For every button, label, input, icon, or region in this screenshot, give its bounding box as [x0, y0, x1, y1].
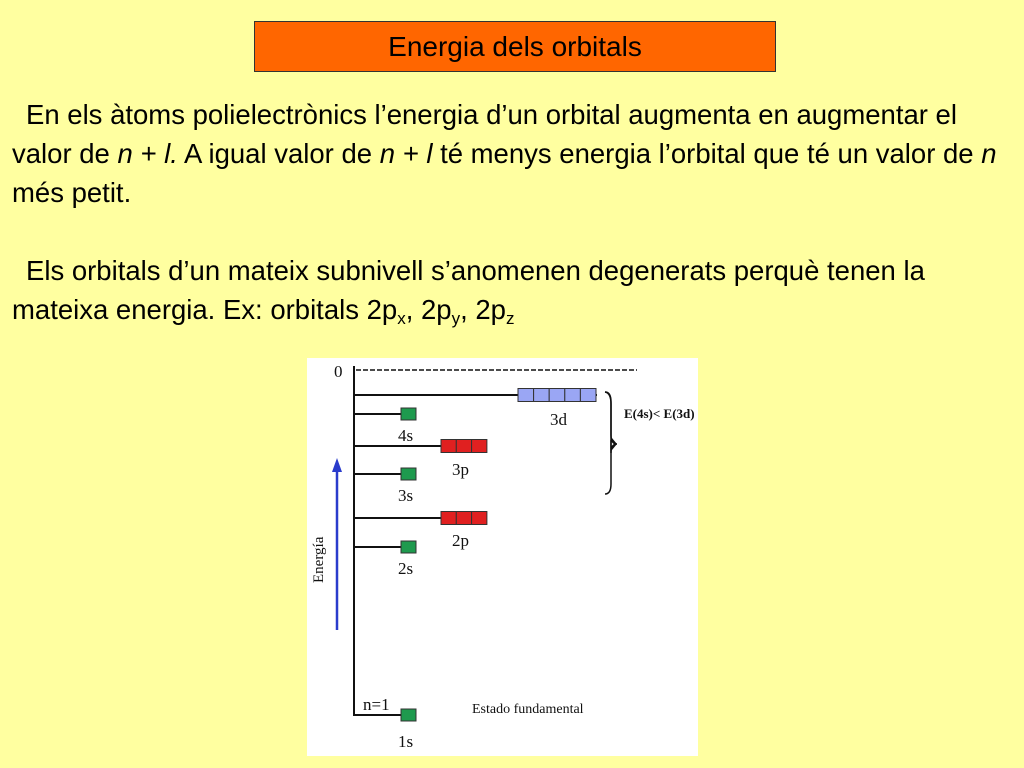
orbital-label-2s: 2s [398, 559, 414, 578]
p2-sub-z: z [505, 309, 515, 328]
energy-arrow-head [332, 458, 342, 472]
energy-diagram [307, 358, 698, 756]
orbital-label-3d: 3d [550, 410, 567, 429]
p2-text-1: Els orbitals d’un mateix subnivell s’anomenen degenerats perquè tenen la mateixa energia. Ex: orbitals 2p [12, 255, 925, 325]
comparison-bracket-full [605, 392, 616, 494]
p1-text-3: té menys energia l’orbital que té un valor de [432, 138, 982, 169]
orbital-box-3d-2 [534, 389, 550, 402]
page-title: Energia dels orbitals [388, 30, 642, 62]
orbital-box-2p-3 [472, 512, 487, 525]
orbital-box-3d-3 [549, 389, 565, 402]
p1-italic-1: n + l. [117, 138, 178, 169]
p1-text-1: En els àtoms polielectrònics l’energia d’un orbital augmenta en augmentar el valor de [12, 99, 957, 169]
energy-diagram-svg [307, 358, 698, 756]
orbital-box-3d-1 [518, 389, 534, 402]
p2-sub-y: y [451, 309, 461, 328]
orbital-label-3p: 3p [452, 460, 469, 479]
orbital-levels [354, 389, 597, 752]
orbital-box-2p-1 [441, 512, 456, 525]
p2-sep-2: , 2p [460, 294, 506, 325]
orbital-box-3p-3 [472, 440, 487, 453]
orbital-box-3p-2 [456, 440, 471, 453]
p2-sep-1: , 2p [405, 294, 452, 325]
orbital-label-4s: 4s [398, 426, 414, 445]
orbital-box-3d-5 [580, 389, 596, 402]
p2-sub-x: x [397, 309, 406, 328]
ground-state-label: Estado fundamental [472, 702, 584, 717]
n1-label: n=1 [363, 695, 390, 714]
orbital-label-2p: 2p [452, 531, 469, 550]
orbital-box-4s-1 [401, 408, 416, 420]
orbital-box-2s-1 [401, 541, 416, 553]
comparison-label: E(4s)< E(3d) [624, 406, 695, 421]
orbital-label-3s: 3s [398, 486, 414, 505]
paragraph-energy-rule [12, 95, 1017, 212]
energy-axis-label: Energía [311, 536, 327, 583]
p1-text-4: més petit. [12, 177, 132, 208]
zero-label: 0 [334, 362, 343, 381]
title-box [254, 21, 776, 72]
orbital-box-3p-1 [441, 440, 456, 453]
p1-italic-2: n + l [379, 138, 433, 169]
orbital-box-3d-4 [565, 389, 581, 402]
p1-text-2: A igual valor de [177, 138, 380, 169]
orbital-label-1s: 1s [398, 732, 414, 751]
orbital-box-1s-1 [401, 709, 416, 721]
paragraph-degenerate [12, 251, 1017, 329]
p1-italic-3: n [981, 138, 997, 169]
orbital-box-3s-1 [401, 468, 416, 480]
orbital-box-2p-2 [456, 512, 471, 525]
